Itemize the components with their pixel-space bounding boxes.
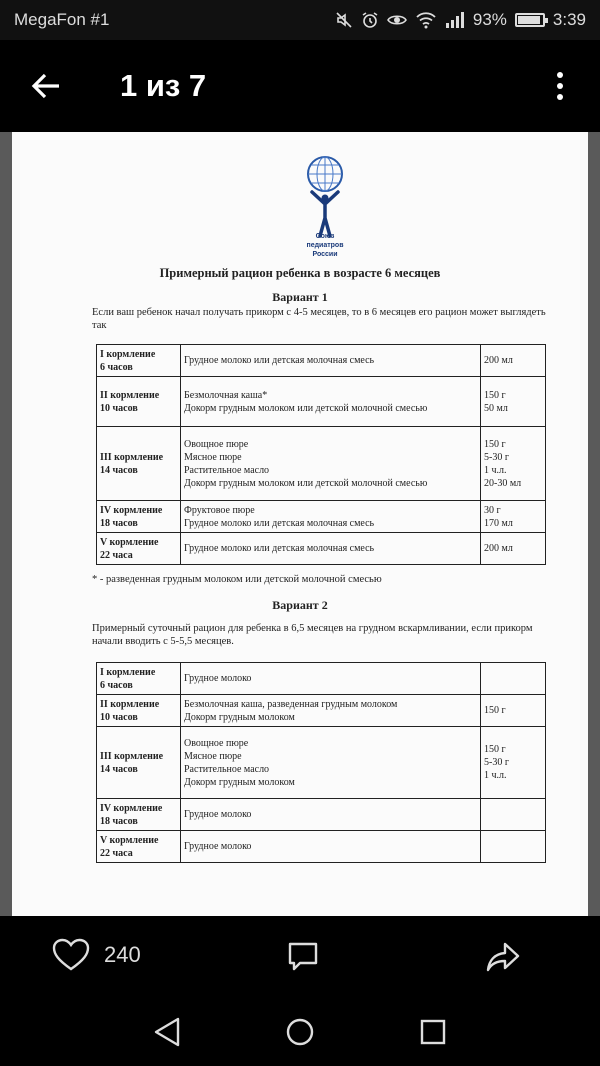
nav-back-button[interactable] (152, 1016, 182, 1053)
foods-cell (181, 345, 481, 377)
food-item: Докорм грудным молоком (184, 776, 295, 788)
amount-item: 200 мл (484, 355, 513, 366)
carrier-name: MegaFon #1 (14, 10, 110, 29)
feeding-time: 6 часов (100, 679, 133, 691)
mute-icon (335, 11, 353, 29)
feeding-label-cell (97, 727, 181, 799)
feeding-number: II кормление (100, 389, 160, 401)
feeding-time: 6 часов (100, 361, 133, 373)
document-title: Примерный рацион ребенка в возрасте 6 месяцев (159, 266, 441, 280)
share-icon (485, 940, 521, 974)
amounts-cell (481, 377, 546, 427)
food-item: Овощное пюре (184, 438, 249, 450)
feeding-label-cell (97, 695, 181, 727)
variant2-intro: Примерный суточный рацион для ребенка в 6,5 месяцев на грудном вскармливании, если прикорм начали вводить с 5-5,5 месяцев. (92, 623, 533, 647)
like-button[interactable] (52, 938, 141, 972)
more-vertical-icon (556, 71, 564, 101)
food-item: Мясное пюре (184, 451, 242, 463)
food-item: Растительное масло (184, 464, 270, 476)
feeding-row (97, 695, 546, 727)
feeding-number: II кормление (100, 698, 160, 710)
amount-item: 170 мл (484, 517, 513, 529)
feeding-row (97, 427, 546, 501)
variant2-heading: Вариант 2 (272, 598, 328, 612)
document-viewer[interactable] (0, 132, 600, 916)
food-item: Грудное молоко или детская молочная смесь (184, 355, 375, 366)
variant2-table (96, 662, 546, 863)
feeding-label-cell (97, 799, 181, 831)
feeding-label-cell (97, 663, 181, 695)
status-bar (0, 0, 600, 40)
amount-item: 30 г (484, 504, 501, 516)
feeding-number: III кормление (100, 750, 164, 762)
variant1-table (96, 344, 546, 565)
foods-cell (181, 377, 481, 427)
feeding-time: 10 часов (100, 711, 138, 723)
foods-cell (181, 831, 481, 863)
feeding-time: 22 часа (100, 549, 133, 561)
amounts-cell (481, 727, 546, 799)
feeding-number: I кормление (100, 666, 156, 678)
page-counter-title: 1 из 7 (120, 68, 207, 103)
more-options-button[interactable] (540, 66, 580, 106)
feeding-row (97, 831, 546, 863)
amounts-cell (481, 345, 546, 377)
feeding-row (97, 377, 546, 427)
food-item: Безмолочная каша, разведенная грудным молоком (184, 698, 398, 710)
food-item: Фруктовое пюре (184, 504, 255, 516)
food-item: Безмолочная каша* (184, 389, 268, 401)
logo-text: Союз педиатров России (306, 233, 344, 258)
amount-item: 5-30 г (484, 757, 509, 768)
amounts-cell (481, 663, 546, 695)
foods-cell (181, 799, 481, 831)
foods-cell (181, 427, 481, 501)
feeding-label-cell (97, 427, 181, 501)
feeding-number: V кормление (100, 834, 159, 846)
amount-item: 200 мл (484, 543, 513, 554)
feeding-time: 10 часов (100, 402, 138, 414)
feeding-label-cell (97, 831, 181, 863)
variant1-heading: Вариант 1 (272, 290, 328, 304)
comment-icon (286, 940, 320, 974)
back-button[interactable] (0, 40, 92, 132)
feeding-time: 14 часов (100, 763, 138, 775)
share-button[interactable] (485, 940, 521, 979)
amount-item: 20-30 мл (484, 477, 522, 489)
amount-item: 150 г (484, 389, 506, 401)
food-item: Грудное молоко или детская молочная смесь (184, 543, 375, 554)
alarm-icon (361, 11, 379, 29)
food-item: Растительное масло (184, 763, 270, 775)
food-item: Грудное молоко (184, 809, 252, 820)
comment-button[interactable] (286, 940, 320, 979)
foods-cell (181, 501, 481, 533)
app-bar (0, 40, 600, 132)
square-recent-icon (419, 1018, 447, 1046)
amounts-cell (481, 533, 546, 565)
feeding-row (97, 501, 546, 533)
foods-cell (181, 727, 481, 799)
feeding-number: I кормление (100, 348, 156, 360)
amounts-cell (481, 427, 546, 501)
food-item: Грудное молоко (184, 841, 252, 852)
feeding-row (97, 663, 546, 695)
feeding-number: IV кормление (100, 802, 163, 814)
foods-cell (181, 663, 481, 695)
feeding-label-cell (97, 501, 181, 533)
feeding-time: 22 часа (100, 847, 133, 859)
nav-home-button[interactable] (285, 1016, 315, 1053)
wifi-icon (415, 11, 437, 29)
feeding-time: 18 часов (100, 815, 138, 827)
food-item: Грудное молоко или детская молочная смесь (184, 517, 375, 529)
food-item: Мясное пюре (184, 750, 242, 762)
food-item: Овощное пюре (184, 737, 249, 749)
circle-home-icon (285, 1016, 315, 1048)
action-bar (0, 916, 600, 1000)
heart-icon (52, 938, 90, 972)
eye-icon (387, 11, 407, 29)
battery-percent: 93% (472, 10, 507, 29)
feeding-row (97, 345, 546, 377)
food-item: Грудное молоко (184, 673, 252, 684)
amount-item: 150 г (484, 705, 506, 716)
feeding-number: III кормление (100, 451, 164, 463)
feeding-row (97, 799, 546, 831)
signal-icon (445, 11, 465, 29)
feeding-number: V кормление (100, 536, 159, 548)
food-item: Докорм грудным молоком или детской молочной смесью (184, 477, 428, 489)
triangle-back-icon (152, 1016, 182, 1048)
arrow-left-icon (29, 69, 63, 103)
amounts-cell (481, 501, 546, 533)
amount-item: 50 мл (484, 402, 508, 414)
amounts-cell (481, 695, 546, 727)
food-item: Докорм грудным молоком или детской молочной смесью (184, 402, 428, 414)
feeding-label-cell (97, 377, 181, 427)
battery-icon (515, 13, 545, 27)
amounts-cell (481, 831, 546, 863)
amount-item: 150 г (484, 438, 506, 450)
feeding-row (97, 727, 546, 799)
feeding-label-cell (97, 345, 181, 377)
amount-item: 1 ч.л. (484, 464, 507, 476)
feeding-row (97, 533, 546, 565)
like-count: 240 (104, 942, 141, 967)
nav-recent-button[interactable] (419, 1018, 447, 1051)
clock: 3:39 (552, 10, 586, 29)
amount-item: 5-30 г (484, 451, 509, 463)
variant1-intro: Если ваш ребенок начал получать прикорм с 4-5 месяцев, то в 6 месяцев его рацион может выглядеть так (92, 307, 546, 331)
foods-cell (181, 533, 481, 565)
feeding-time: 14 часов (100, 464, 138, 476)
amount-item: 1 ч.л. (484, 770, 507, 781)
battery-fill (518, 16, 540, 24)
amounts-cell (481, 799, 546, 831)
feeding-time: 18 часов (100, 517, 138, 529)
feeding-number: IV кормление (100, 504, 163, 516)
food-item: Докорм грудным молоком (184, 711, 295, 723)
system-nav-bar (0, 1000, 600, 1066)
amount-item: 150 г (484, 744, 506, 755)
feeding-label-cell (97, 533, 181, 565)
foods-cell (181, 695, 481, 727)
variant1-footnote: * - разведенная грудным молоком или детской молочной смесью (92, 574, 382, 585)
document-page (12, 132, 588, 916)
